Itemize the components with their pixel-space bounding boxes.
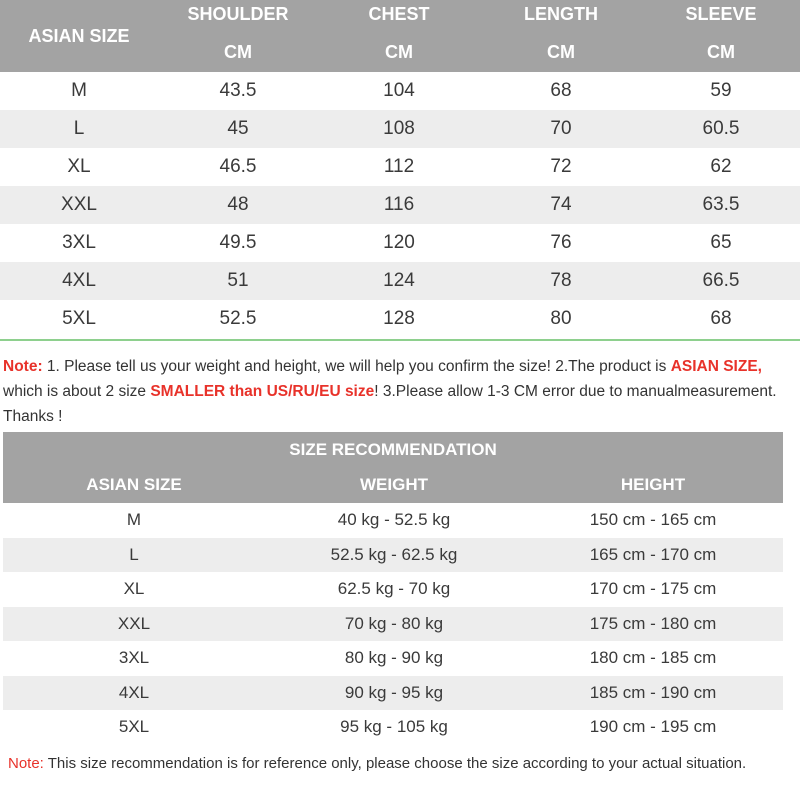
size-cell: 5XL — [62, 308, 96, 329]
height-cell: 180 cm - 185 cm — [589, 648, 717, 668]
chest-cell: 108 — [383, 118, 415, 139]
table-row — [0, 186, 800, 224]
table-row — [3, 710, 783, 745]
size-cell: L — [73, 118, 85, 139]
shoulder-cell: 46.5 — [219, 156, 257, 177]
size-cell: L — [129, 544, 139, 564]
table-row — [0, 148, 800, 186]
shoulder-cell: 49.5 — [219, 232, 257, 253]
length-column-header: LENGTH CM — [524, 4, 598, 62]
size-column-header: ASIAN SIZE — [86, 475, 182, 494]
weight-cell: 70 kg - 80 kg — [344, 613, 444, 633]
chest-cell: 112 — [383, 156, 415, 177]
weight-cell: 40 kg - 52.5 kg — [337, 510, 451, 530]
length-cell: 76 — [550, 232, 572, 253]
chest-column-header: CHEST CM — [368, 4, 430, 62]
note-text: ! 3.Please allow 1-3 CM error due to manualmeasurement. Thanks ! — [3, 383, 777, 425]
sleeve-cell: 63.5 — [702, 194, 740, 215]
size-cell: 4XL — [62, 270, 96, 291]
table-row — [0, 262, 800, 300]
size-cell: 5XL — [118, 717, 150, 737]
table-row — [3, 607, 783, 642]
height-cell: 190 cm - 195 cm — [589, 717, 717, 737]
weight-cell: 90 kg - 95 kg — [344, 682, 444, 702]
size-cell: M — [126, 510, 142, 530]
length-cell: 78 — [550, 270, 572, 291]
length-cell: 70 — [550, 118, 572, 139]
table-row — [3, 538, 783, 573]
sleeve-cell: 65 — [710, 232, 732, 253]
table-row — [3, 676, 783, 711]
shoulder-column-header: SHOULDER CM — [187, 4, 289, 62]
divider — [0, 339, 800, 341]
size-note — [3, 354, 798, 429]
note-text: 1. Please tell us your weight and height, we will help you confirm the size! 2.The product is — [42, 358, 671, 375]
height-cell: 150 cm - 165 cm — [589, 510, 717, 530]
sleeve-cell: 66.5 — [702, 270, 740, 291]
chest-cell: 116 — [383, 194, 415, 215]
height-cell: 165 cm - 170 cm — [589, 544, 717, 564]
size-cell: 3XL — [118, 648, 150, 668]
size-recommendation-table — [3, 432, 783, 745]
length-cell: 72 — [550, 156, 572, 177]
chest-cell: 120 — [383, 232, 415, 253]
note-highlight-smaller: SMALLER than US/RU/EU size — [150, 383, 375, 400]
chest-cell: 104 — [383, 80, 415, 101]
table-row — [0, 224, 800, 262]
size-chart-table — [0, 0, 800, 338]
size-column-header: ASIAN SIZE — [28, 25, 130, 46]
height-cell: 170 cm - 175 cm — [589, 579, 717, 599]
length-cell: 80 — [550, 308, 572, 329]
table-row — [3, 503, 783, 538]
weight-cell: 52.5 kg - 62.5 kg — [330, 544, 458, 564]
weight-column-header: WEIGHT — [360, 475, 428, 494]
height-column-header: HEIGHT — [620, 475, 686, 494]
size-cell: XL — [67, 156, 91, 177]
note-text: This size recommendation is for reference only, please choose the size according to your actual situation. — [43, 755, 747, 772]
size-cell: M — [71, 80, 87, 101]
size-cell: 3XL — [62, 232, 96, 253]
size-chart-header — [0, 0, 800, 72]
size-cell: XXL — [117, 613, 151, 633]
table-row — [3, 572, 783, 607]
note-label: Note: — [3, 358, 43, 375]
size-cell: XXL — [61, 194, 97, 215]
length-cell: 74 — [550, 194, 572, 215]
shoulder-cell: 51 — [227, 270, 249, 291]
chest-cell: 128 — [383, 308, 415, 329]
note-text: which is about 2 size — [3, 383, 151, 400]
shoulder-cell: 52.5 — [219, 308, 257, 329]
shoulder-cell: 45 — [227, 118, 249, 139]
length-cell: 68 — [550, 80, 572, 101]
sleeve-cell: 59 — [710, 80, 732, 101]
sleeve-cell: 68 — [710, 308, 732, 329]
size-cell: 4XL — [118, 682, 150, 702]
table-row — [0, 110, 800, 148]
chest-cell: 124 — [383, 270, 415, 291]
weight-cell: 80 kg - 90 kg — [344, 648, 444, 668]
height-cell: 175 cm - 180 cm — [589, 613, 717, 633]
height-cell: 185 cm - 190 cm — [589, 682, 717, 702]
weight-cell: 62.5 kg - 70 kg — [337, 579, 451, 599]
sleeve-cell: 62 — [710, 156, 732, 177]
table-row — [0, 72, 800, 110]
sleeve-cell: 60.5 — [702, 118, 740, 139]
shoulder-cell: 43.5 — [219, 80, 257, 101]
recommendation-title: SIZE RECOMMENDATION — [289, 440, 497, 459]
sleeve-column-header: SLEEVE CM — [685, 4, 757, 62]
note-highlight-asian-size: ASIAN SIZE, — [670, 358, 762, 375]
recommendation-note — [8, 752, 793, 775]
table-row — [0, 300, 800, 338]
weight-cell: 95 kg - 105 kg — [340, 717, 448, 737]
table-row — [3, 641, 783, 676]
size-cell: XL — [123, 579, 145, 599]
recommendation-header — [3, 432, 783, 503]
shoulder-cell: 48 — [227, 194, 249, 215]
note-label: Note: — [8, 755, 44, 772]
